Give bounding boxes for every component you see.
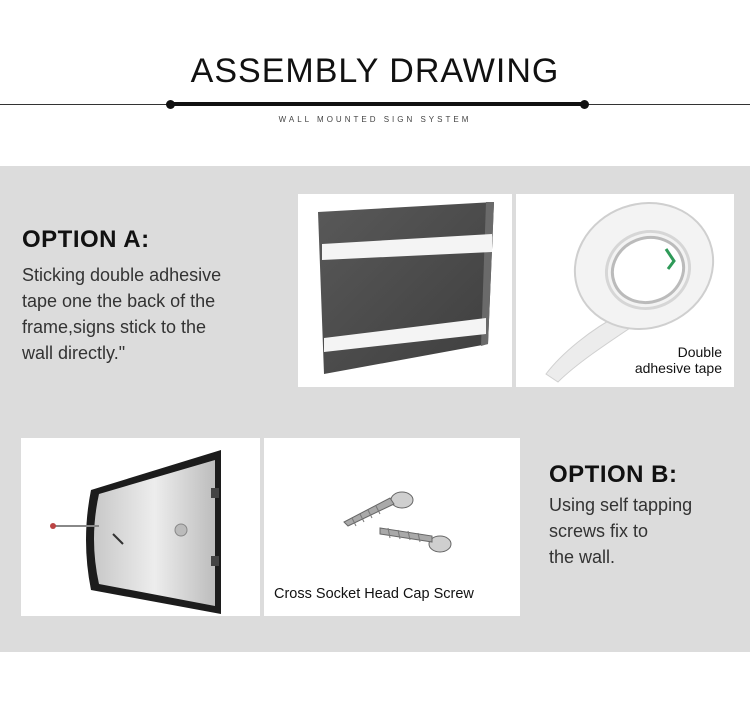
title-underline <box>170 102 584 106</box>
tape-roll-image <box>516 194 734 387</box>
option-a-line: tape one the back of the <box>22 291 216 311</box>
option-a-heading: OPTION A: <box>22 226 150 253</box>
page-subtitle: WALL MOUNTED SIGN SYSTEM <box>278 115 472 124</box>
sign-plate-back-icon <box>298 194 512 387</box>
underline-left-dot <box>166 100 175 109</box>
option-a-description <box>22 262 221 366</box>
adhesive-plate-image <box>298 194 512 387</box>
page-title: ASSEMBLY DRAWING <box>190 52 560 90</box>
option-b-line: Using self tapping <box>549 495 693 515</box>
option-a-line: Sticking double adhesive <box>22 265 222 285</box>
option-b-description <box>549 492 692 570</box>
option-b-line: the wall. <box>549 547 616 567</box>
screw-mount-sign-image <box>21 438 260 616</box>
self-tapping-screw-icon <box>264 438 520 568</box>
option-a-line: wall directly." <box>22 343 126 363</box>
option-a-line: frame,signs stick to the <box>22 317 207 337</box>
option-b-heading: OPTION B: <box>549 461 678 488</box>
tape-caption-line: adhesive tape <box>634 360 722 376</box>
curved-sign-frame-icon <box>21 438 260 616</box>
tape-caption <box>635 344 722 376</box>
underline-right-dot <box>580 100 589 109</box>
screw-image <box>264 438 520 616</box>
option-b-line: screws fix to <box>549 521 649 541</box>
screw-caption: Cross Socket Head Cap Screw <box>274 586 474 602</box>
tape-caption-line: Double <box>677 344 722 360</box>
